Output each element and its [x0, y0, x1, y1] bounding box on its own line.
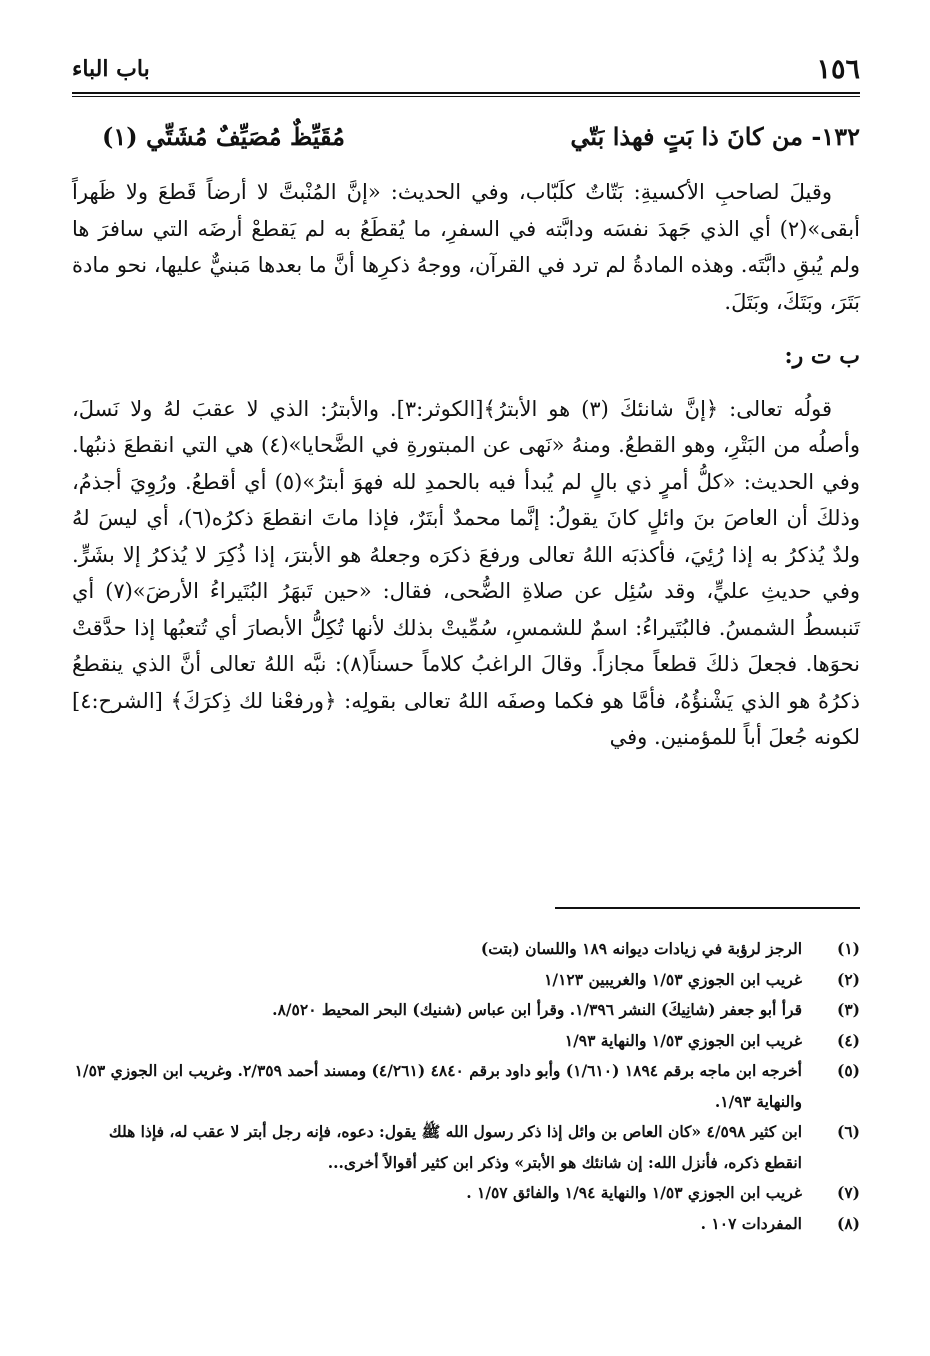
verse-first-hemistich: ١٣٢- من كانَ ذا بَتٍ فهذا بَتّي — [570, 122, 860, 151]
footnote — [72, 934, 860, 965]
footnote-number: (٢) — [836, 969, 860, 989]
footnote — [72, 1117, 860, 1178]
main-text — [72, 174, 860, 756]
footnote — [72, 965, 860, 996]
footnote-text: غريب ابن الجوزي ١/٥٣ والنهاية ١/٩٤ والفائق ١/٥٧ . — [466, 1183, 802, 1202]
running-header — [72, 50, 860, 90]
footnote-separator — [555, 907, 860, 909]
footnote — [72, 995, 860, 1026]
footnote-text: غريب ابن الجوزي ١/٥٣ والنهاية ١/٩٣ — [564, 1030, 802, 1050]
footnote-number: (١) — [836, 939, 860, 958]
footnote-text: غريب ابن الجوزي ١/٥٣ والغريبين ١/١٢٣ — [544, 969, 802, 989]
footnote — [72, 1056, 860, 1117]
footnote-number: (٨) — [836, 1213, 860, 1233]
footnote-number: (٤) — [836, 1030, 860, 1050]
footnote-text: المفردات ١٠٧ . — [700, 1213, 802, 1233]
footnote-text: ابن كثير ٤/٥٩٨ «كان العاص بن وائل إذا ذكر رسول الله ﷺ يقول: دعوه، فإنه رجل أبتر لا عقب له، فإذا هلك انقطع ذكره، فأنزل الله: إن شانئك هو الأبتر» وذكر ابن كثير أقوالاً أخرى... — [108, 1122, 802, 1172]
verse-second-hemistich: مُقَيِّظٌ مُصَيِّفٌ مُشَتِّي (١) — [102, 122, 345, 151]
poetry-verse — [72, 122, 860, 162]
footnote-text: الرجز لرؤبة في زيادات ديوانه ١٨٩ واللسان (بتت) — [480, 939, 802, 958]
footnote-text: أخرجه ابن ماجه برقم ١٨٩٤ (١/٦١٠) وأبو داود برقم ٤٨٤٠ (٤/٢٦١) ومسند أحمد ٢/٣٥٩. وغريب ابن الجوزي ١/٥٣ والنهاية ١/٩٣. — [74, 1061, 802, 1111]
paragraph: وقيلَ لصاحبِ الأكسيةِ: بَتّاتٌ كلَبّاب، وفي الحديث: «إنَّ المُنْبتَّ لا أرضاً قَطعَ ولا ظَهراً أبقى»(٢) أي الذي جَهدَ نفسَه ودابَّته في السفرِ، ما يُقطَعُ به لم يَقطعْ أرضَه التي سافرَ ها ولم يُبقِ دابَّتَه. وهذه المادةُ لم ترد في القرآن، ووجهُ ذكرِها أنَّ ما بعدها مَبنيٌّ عليها، نحو مادة بَتَرَ، وبَتَكَ، وبَتَلَ. — [72, 180, 860, 314]
header-rule — [72, 92, 860, 97]
footnote-number: (٥) — [836, 1061, 860, 1080]
footnotes — [72, 934, 860, 1239]
footnote — [72, 1209, 860, 1240]
footnote-text: قرأ أبو جعفر (شانِيكَ) النشر ١/٣٩٦. وقرأ ابن عباس (شنيك) البحر المحيط ٨/٥٢٠. — [272, 1000, 802, 1019]
footnote — [72, 1178, 860, 1209]
footnote — [72, 1026, 860, 1057]
section-title: باب الباء — [72, 56, 150, 82]
page-number: ١٥٦ — [816, 54, 860, 85]
footnote-number: (٦) — [836, 1122, 860, 1141]
footnote-number: (٧) — [836, 1183, 860, 1202]
root-heading: ب ت ر: — [784, 343, 860, 369]
footnote-number: (٣) — [836, 1000, 860, 1019]
paragraph: قولُه تعالى: ﴿إنَّ شانئكَ (٣) هو الأبترُ﴾[الكوثر:٣]. والأبترُ: الذي لا عقبَ لهُ ولا نَسلَ، وأصلُه من البَتْرِ، وهو القطعُ. ومنهُ «نَهى عن المبتورةِ في الضَّحايا»(٤) هي التي انقطعَ ذنبُها. وفي الحديث: «كلُّ أمرٍ ذي بالٍ لم يُبدأ فيه بالحمدِ لله فهوَ أبترُ»(٥) أي أقطعُ. ورُوِيَ أجذمُ، وذلكَ أن العاصَ بنَ وائلٍ كانَ يقولُ: إنَّما محمدٌ أبتَرٌ، فإذا ماتَ انقطعَ ذكرُه(٦)، أي ليسَ لهُ ولدٌ يُذكرُ به إذا رُئِيَ، فأكذبَه اللهُ تعالى ورفعَ ذكرَه وجعلهُ هو الأبترَ، إذا ذُكِرَ لا يُذكرُ إلا بشَرٍّ. وفي حديثِ عليٍّ، وقد سُئِل عن صلاةِ الضُّحى، فقال: «حين تَبهَرُ البُتَيراءُ الأرضَ»(٧) أي تَنبسطُ الشمسُ. فالبُتَيراءُ: اسمٌ للشمسِ، سُمِّيتْ بذلك لأنها تُكِلُّ الأبصارَ أي تُتعبُها إذا حدَّقتْ نحوَها. فجعلَ ذلكَ قطعاً مجازاً. وقالَ الراغبُ كلاماً حسناً(٨): نبَّه اللهُ تعالى أنَّ الذي ينقطعُ ذكرُهُ هو الذي يَشْنؤُهُ، فأمَّا هو فكما وصفَه اللهُ تعالى بقولِه: ﴿ورفعْنا لك ذِكرَكَ﴾ [الشرح:٤] لكونه جُعلَ أباً للمؤمنين. وفي — [72, 396, 861, 749]
